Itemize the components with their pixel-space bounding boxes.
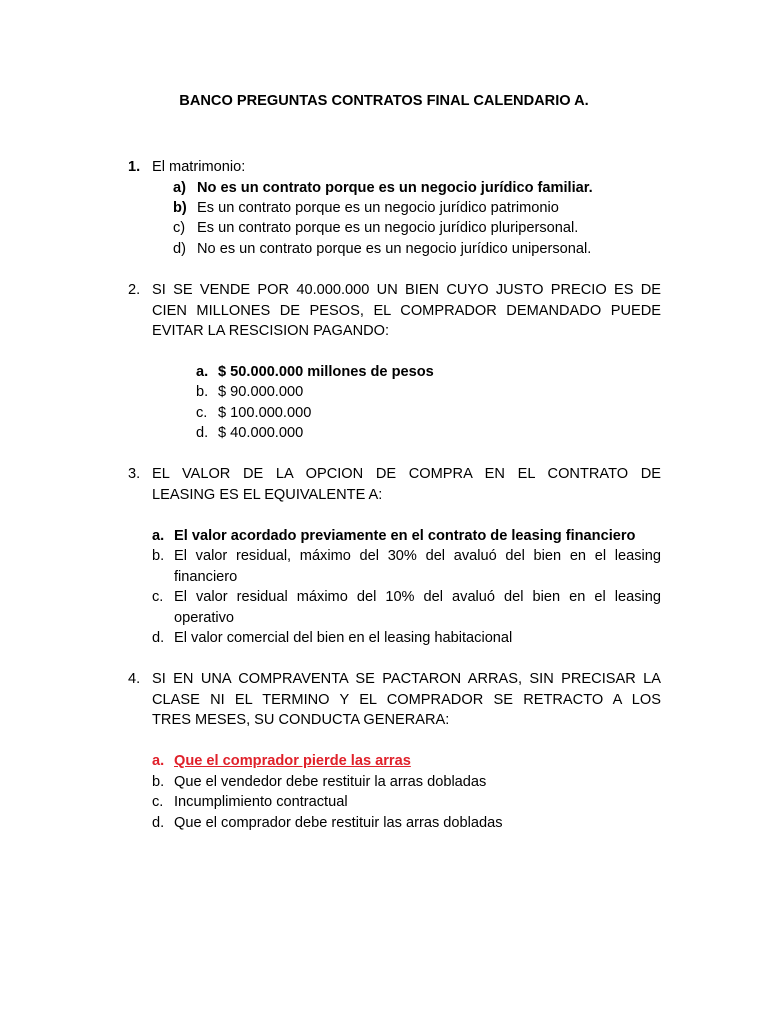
option-label: b. [196,384,209,400]
option-text-line: El valor residual, máximo del 30% del avaluó del bien en el leasing [174,548,661,564]
question-text-line: TRES MESES, SU CONDUCTA GENERARA: [152,712,450,728]
option-label: a. [152,528,165,544]
question-number: 3. [128,466,141,482]
option-label: c. [196,405,208,421]
option-text: $ 100.000.000 [218,405,312,421]
question-number: 4. [128,671,141,687]
option-label: d. [152,630,165,646]
question-text [152,280,661,342]
option-text-line: financiero [174,568,238,585]
option-text: $ 90.000.000 [218,384,304,400]
option-label: a) [173,180,186,196]
option-label: d) [173,241,186,257]
document-title: BANCO PREGUNTAS CONTRATOS FINAL CALENDARIO A. [179,93,589,109]
option-label: c) [173,220,186,236]
option-text [174,546,661,587]
question-text-line: EVITAR LA RESCISION PAGANDO: [152,323,390,339]
option-text: Incumplimiento contractual [174,794,348,810]
option-text: Que el comprador debe restituir las arras dobladas [174,815,503,831]
option-text [174,587,661,628]
option-text: No es un contrato porque es un negocio jurídico familiar. [197,180,593,196]
question-text-line: CIEN MILLONES DE PESOS, EL COMPRADOR DEMANDADO PUEDE [152,302,661,319]
question-text [152,669,661,731]
option-label: c. [152,794,164,810]
question-text-line: El matrimonio: [152,159,246,175]
question-number: 1. [128,159,141,175]
option-label: d. [152,815,165,831]
question-text [152,157,661,178]
option-label: b) [173,200,187,216]
option-text: Es un contrato porque es un negocio jurídico patrimonio [197,200,559,216]
option-text: Que el comprador pierde las arras [174,753,411,769]
option-label: b. [152,548,165,564]
option-text: Que el vendedor debe restituir la arras dobladas [174,774,487,790]
question-text-line: SI EN UNA COMPRAVENTA SE PACTARON ARRAS, SIN PRECISAR LA [152,671,661,687]
option-text: $ 40.000.000 [218,425,304,441]
option-label: d. [196,425,209,441]
option-text: Es un contrato porque es un negocio jurídico pluripersonal. [197,220,579,236]
question-text-line: EL VALOR DE LA OPCION DE COMPRA EN EL CONTRATO DE [152,466,661,482]
option-text: El valor acordado previamente en el contrato de leasing financiero [174,528,636,544]
option-text: El valor comercial del bien en el leasing habitacional [174,630,513,646]
question-number: 2. [128,282,141,298]
option-text: No es un contrato porque es un negocio jurídico unipersonal. [197,241,592,257]
question-text [152,464,661,505]
question-text-line: LEASING ES EL EQUIVALENTE A: [152,486,383,503]
option-label: c. [152,589,164,605]
option-label: a. [152,753,165,769]
question-text-line: CLASE NI EL TERMINO Y EL COMPRADOR SE RETRACTO A LOS [152,691,661,708]
option-label: a. [196,364,209,380]
question-text-line: SI SE VENDE POR 40.000.000 UN BIEN CUYO JUSTO PRECIO ES DE [152,282,661,298]
option-text-line: operativo [174,609,235,626]
option-label: b. [152,774,165,790]
option-text-line: El valor residual máximo del 10% del avaluó del bien en el leasing [174,589,661,605]
option-text: $ 50.000.000 millones de pesos [218,364,434,380]
